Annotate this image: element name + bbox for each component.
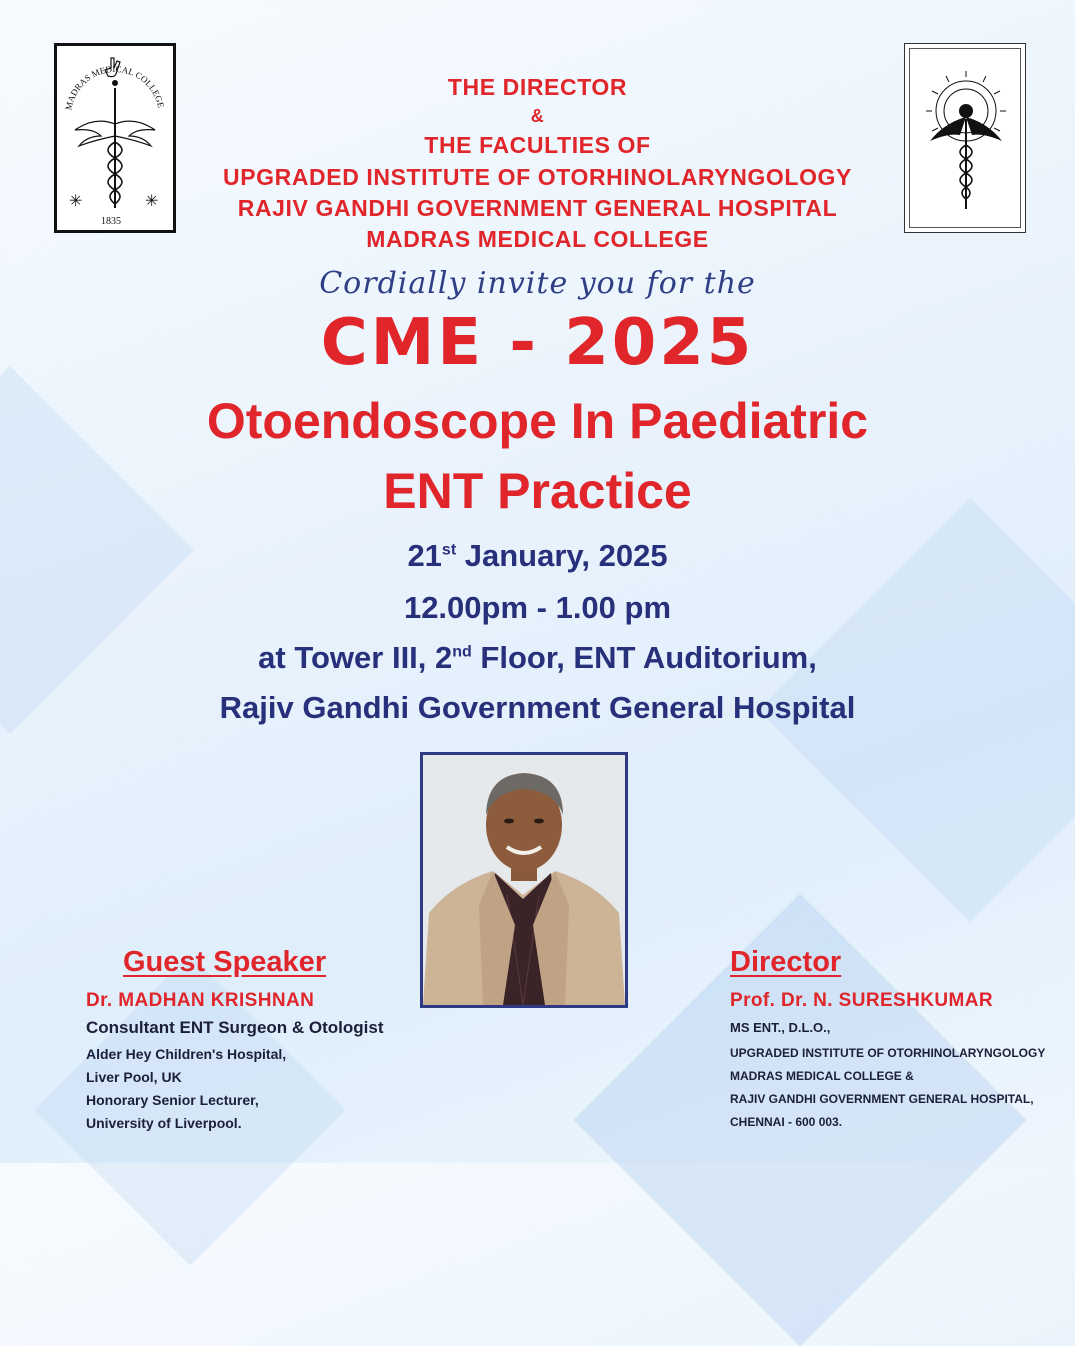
event-date — [0, 538, 1075, 574]
guest-speaker-name: Dr. MADHAN KRISHNAN — [86, 990, 315, 1011]
header-ampersand: & — [530, 106, 545, 126]
speaker-photo — [420, 752, 628, 1008]
date-day: 21 — [407, 538, 442, 573]
director-line1: MS ENT., D.L.O., — [730, 1020, 831, 1035]
date-rest: January, 2025 — [456, 538, 668, 573]
header-faculties: THE FACULTIES OF — [424, 132, 651, 158]
director-title: Director — [730, 946, 842, 978]
svg-text:✳: ✳ — [69, 193, 83, 210]
header-institute: UPGRADED INSTITUTE OF OTORHINOLARYNGOLOGY — [222, 164, 852, 190]
venue-post: Floor, ENT Auditorium, — [471, 640, 817, 675]
guest-speaker-role: Consultant ENT Surgeon & Otologist — [86, 1018, 384, 1037]
guest-speaker-line1: Alder Hey Children's Hospital, — [86, 1046, 287, 1062]
header-college: MADRAS MEDICAL COLLEGE — [366, 226, 709, 252]
svg-text:MADRAS MEDICAL COLLEGE: MADRAS MEDICAL COLLEGE — [63, 63, 167, 111]
event-time: 12.00pm - 1.00 pm — [403, 590, 672, 625]
guest-speaker-title: Guest Speaker — [123, 946, 327, 978]
date-suffix: st — [441, 541, 457, 559]
director-line3: MADRAS MEDICAL COLLEGE & — [730, 1069, 914, 1083]
logo-left-year: 1835 — [101, 216, 121, 227]
event-venue — [0, 640, 1075, 676]
venue-pre: at Tower III, 2 — [258, 640, 453, 675]
event-title: CME - 2025 — [320, 306, 755, 380]
director-line4: RAJIV GANDHI GOVERNMENT GENERAL HOSPITAL, — [730, 1092, 1034, 1106]
director-name: Prof. Dr. N. SURESHKUMAR — [730, 990, 993, 1011]
venue-suffix: nd — [452, 643, 472, 661]
director-line5: CHENNAI - 600 003. — [730, 1115, 843, 1129]
svg-text:✳: ✳ — [145, 193, 159, 210]
guest-speaker-line3: Honorary Senior Lecturer, — [86, 1092, 259, 1108]
guest-speaker-line4: University of Liverpool. — [86, 1115, 242, 1131]
header-director: THE DIRECTOR — [447, 74, 628, 100]
header-hospital: RAJIV GANDHI GOVERNMENT GENERAL HOSPITAL — [237, 195, 838, 221]
guest-speaker-line2: Liver Pool, UK — [86, 1069, 182, 1085]
speaker-portrait-icon — [423, 755, 625, 1005]
invite-text: Cordially invite you for the — [319, 266, 756, 301]
event-venue-hospital: Rajiv Gandhi Government General Hospital — [219, 690, 856, 725]
event-topic-line2: ENT Practice — [383, 463, 692, 519]
event-topic-line1: Otoendoscope In Paediatric — [206, 393, 869, 449]
director-line2: UPGRADED INSTITUTE OF OTORHINOLARYNGOLOGY — [730, 1046, 1046, 1060]
